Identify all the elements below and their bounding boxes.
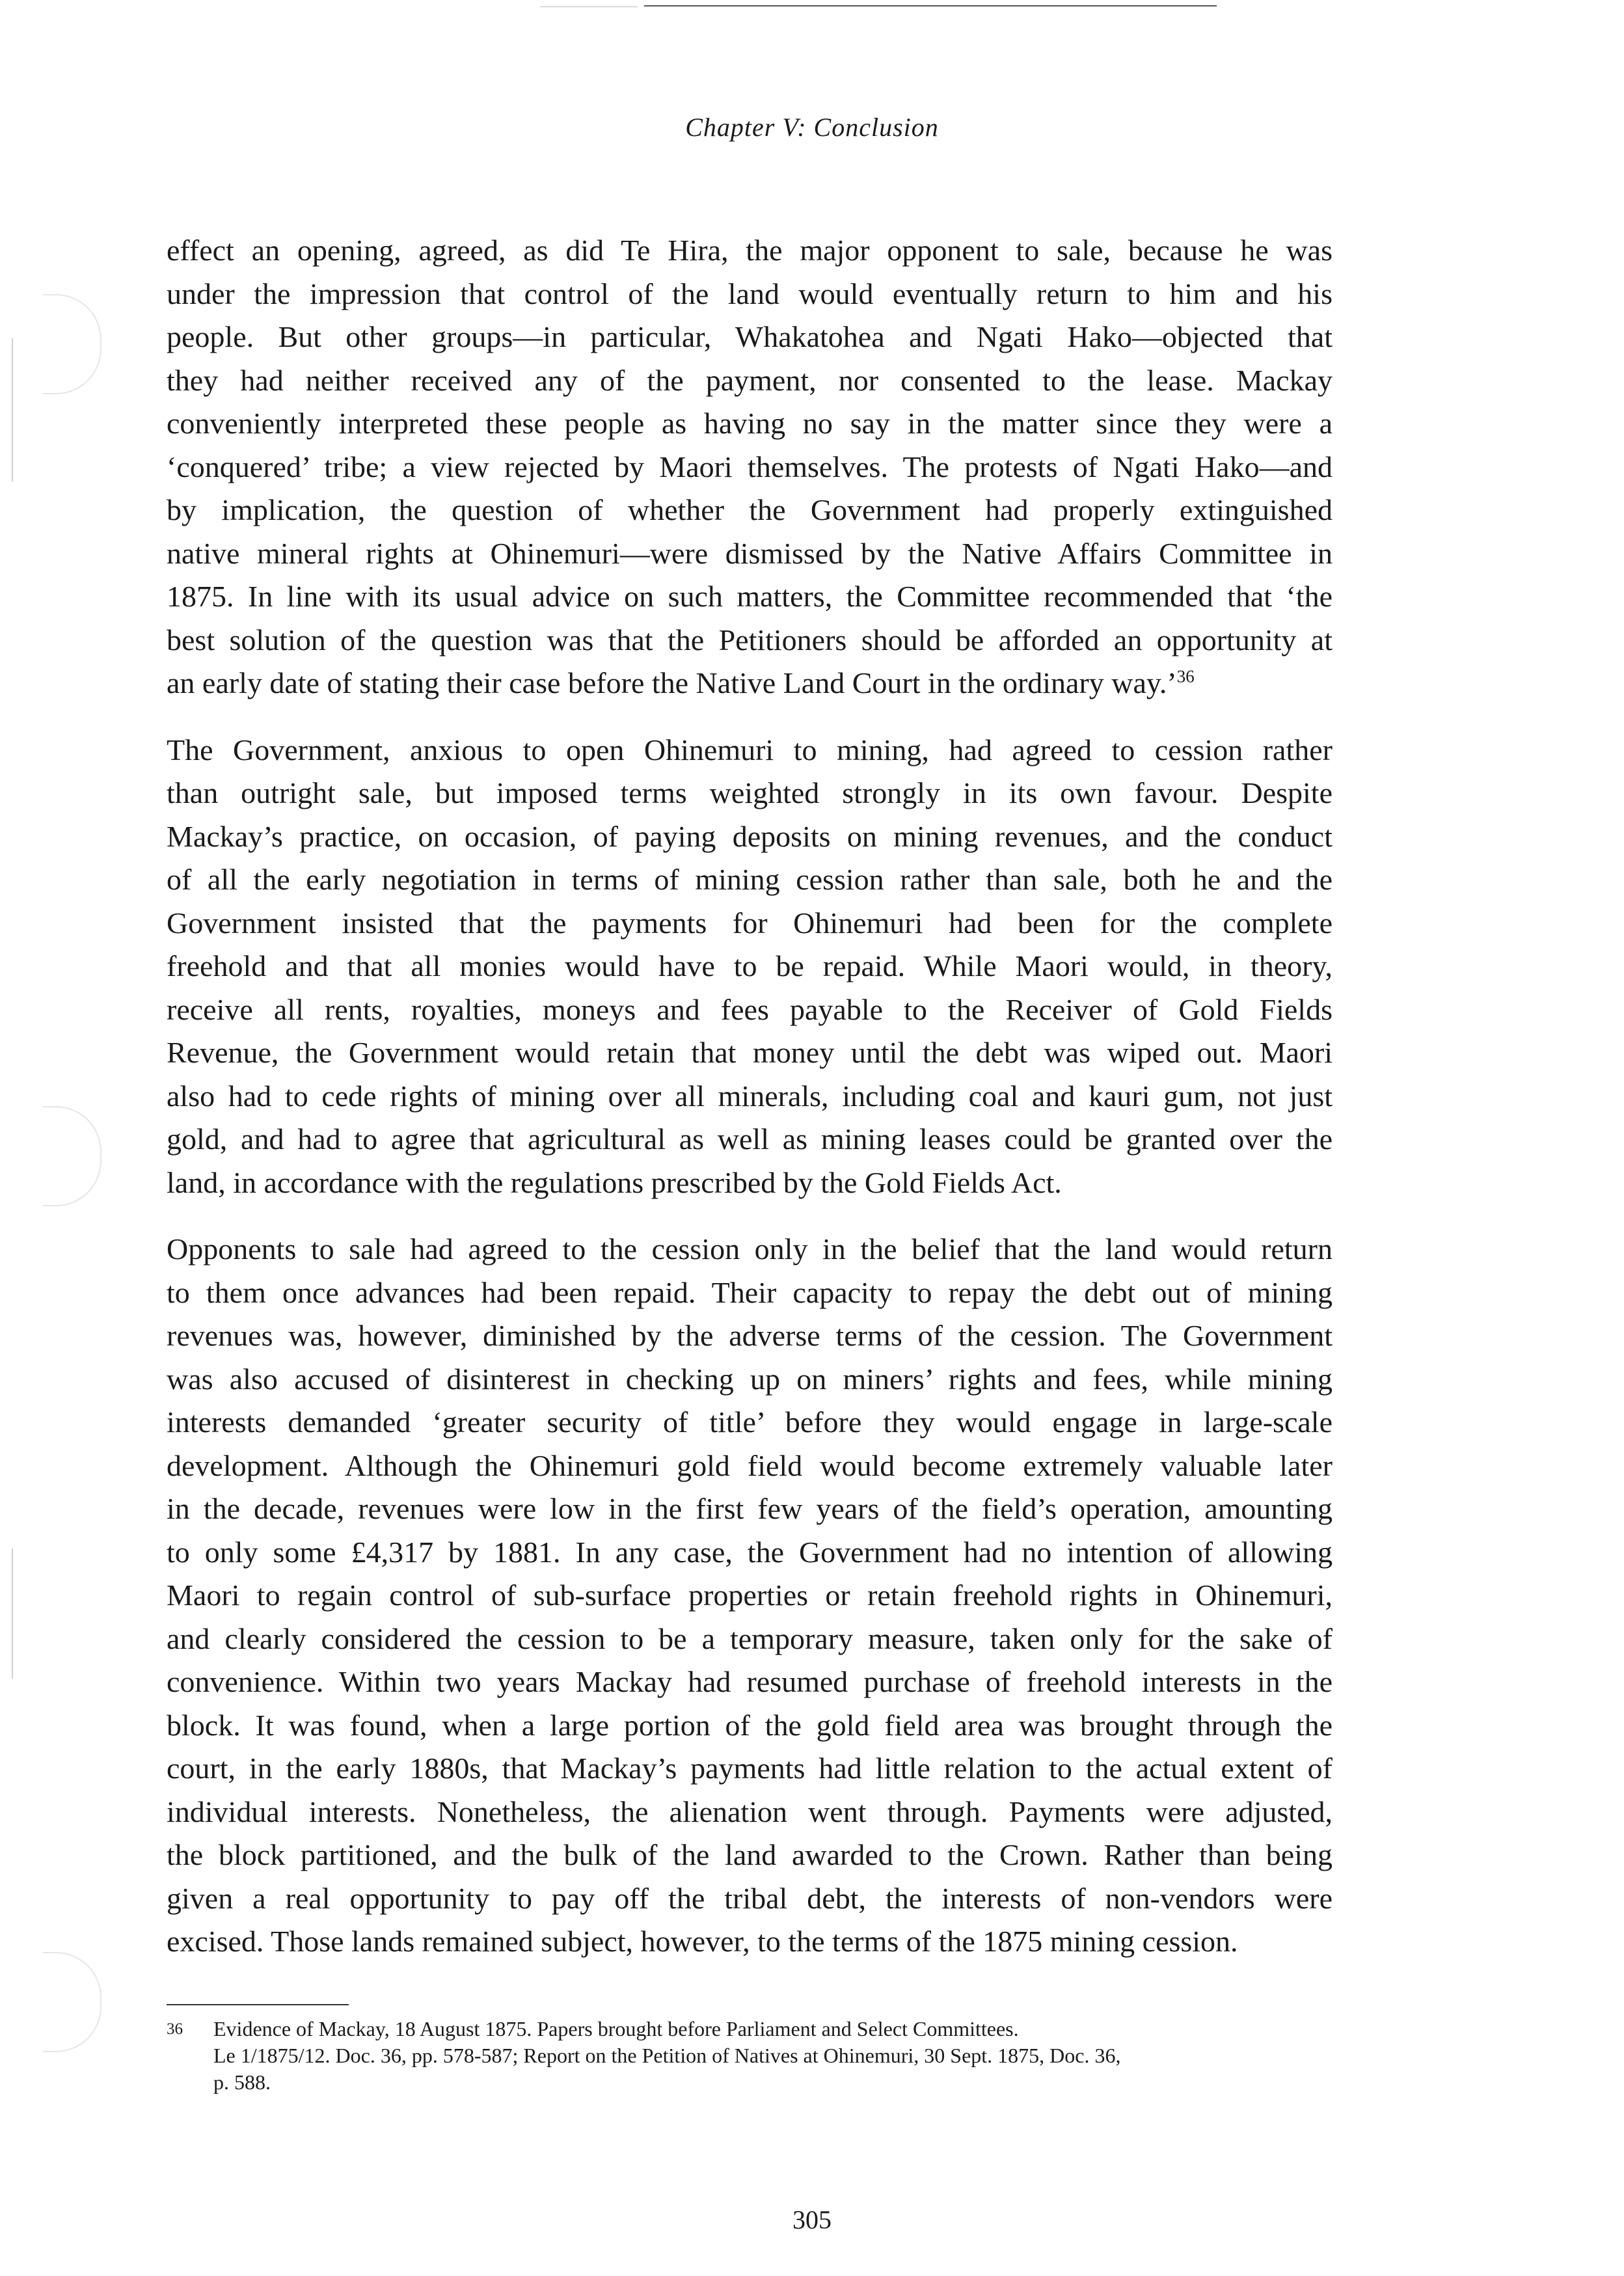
text-line: individual interests. Nonetheless, the alienation went through. Payments were adjusted, <box>167 1795 1333 1828</box>
footnote <box>167 2016 1333 2096</box>
text-line-content: an early date of stating their case before the Native Land Court in the ordinary way.’ <box>167 666 1177 699</box>
text-line: ‘conquered’ tribe; a view rejected by Maori themselves. The protests of Ngati Hako—and <box>167 450 1333 483</box>
text-line: also had to cede rights of mining over all minerals, including coal and kauri gum, not just <box>167 1079 1333 1113</box>
footnote-divider <box>167 2004 349 2005</box>
text-line: of all the early negotiation in terms of mining cession rather than sale, both he and the <box>167 863 1333 896</box>
punch-hole-mark <box>43 1952 102 2052</box>
text-line: best solution of the question was that the Petitioners should be afforded an opportunity at <box>167 623 1333 657</box>
text-line: than outright sale, but imposed terms weighted strongly in its own favour. Despite <box>167 776 1333 809</box>
text-line: by implication, the question of whether the Government had properly extinguished <box>167 493 1333 526</box>
text-line: convenience. Within two years Mackay had resumed purchase of freehold interests in the <box>167 1665 1333 1698</box>
top-rule <box>644 5 1217 7</box>
text-line: court, in the early 1880s, that Mackay’s payments had little relation to the actual extent of <box>167 1752 1333 1785</box>
text-line: under the impression that control of the land would eventually return to him and his <box>167 277 1333 310</box>
text-line: gold, and had to agree that agricultural as well as mining leases could be granted over the <box>167 1122 1333 1156</box>
text-line: interests demanded ‘greater security of title’ before they would engage in large-scale <box>167 1405 1333 1439</box>
text-line: and clearly considered the cession to be a temporary measure, taken only for the sake of <box>167 1621 1333 1655</box>
page-number: 305 <box>792 2205 832 2234</box>
text-line: in the decade, revenues were low in the first few years of the field’s operation, amounting <box>167 1492 1333 1525</box>
text-line: 1875. In line with its usual advice on such matters, the Committee recommended that ‘the <box>167 580 1333 613</box>
text-line: revenues was, however, diminished by the adverse terms of the cession. The Government <box>167 1319 1333 1352</box>
margin-scan-mark <box>12 338 13 481</box>
text-line: freehold and that all monies would have to be repaid. While Maori would, in theory, <box>167 949 1333 982</box>
footnote-reference[interactable]: 36 <box>1176 666 1195 686</box>
text-line: Government insisted that the payments for Ohinemuri had been for the complete <box>167 906 1333 940</box>
paragraph-3 <box>167 1228 1333 1964</box>
text-line: The Government, anxious to open Ohinemuri to mining, had agreed to cession rather <box>167 733 1333 766</box>
text-line: to only some £4,317 by 1881. In any case, the Government had no intention of allowing <box>167 1535 1333 1569</box>
text-line: effect an opening, agreed, as did Te Hira, the major opponent to sale, because he was <box>167 234 1333 267</box>
running-head: Chapter V: Conclusion <box>685 113 939 142</box>
text-line: conveniently interpreted these people as having no say in the matter since they were a <box>167 407 1333 440</box>
text-line: given a real opportunity to pay off the tribal debt, the interests of non-vendors were <box>167 1881 1333 1915</box>
text-line: to them once advances had been repaid. Their capacity to repay the debt out of mining <box>167 1275 1333 1309</box>
text-line: native mineral rights at Ohinemuri—were dismissed by the Native Affairs Committee in <box>167 536 1333 570</box>
footnote-line: Evidence of Mackay, 18 August 1875. Papers brought before Parliament and Select Committees. <box>213 2017 1019 2040</box>
text-line: block. It was found, when a large portion of the gold field area was brought through the <box>167 1708 1333 1742</box>
footnote-line: p. 588. <box>213 2070 271 2094</box>
text-line: Revenue, the Government would retain that money until the debt was wiped out. Maori <box>167 1036 1333 1069</box>
text-line: excised. Those lands remained subject, however, to the terms of the 1875 mining cession. <box>167 1925 1238 1958</box>
text-line: the block partitioned, and the bulk of the land awarded to the Crown. Rather than being <box>167 1838 1333 1871</box>
punch-hole-mark <box>43 1106 102 1206</box>
paragraph-1 <box>167 229 1333 705</box>
footnote-text <box>213 2016 1333 2096</box>
text-line: people. But other groups—in particular, Whakatohea and Ngati Hako—objected that <box>167 320 1333 353</box>
text-line: they had neither received any of the payment, nor consented to the lease. Mackay <box>167 363 1333 397</box>
text-line: Mackay’s practice, on occasion, of paying deposits on mining revenues, and the conduct <box>167 819 1333 853</box>
text-line: development. Although the Ohinemuri gold field would become extremely valuable later <box>167 1448 1333 1482</box>
text-line: Maori to regain control of sub-surface properties or retain freehold rights in Ohinemuri, <box>167 1578 1333 1612</box>
margin-scan-mark <box>12 1549 13 1679</box>
footnote-line: Le 1/1875/12. Doc. 36, pp. 578-587; Report on the Petition of Natives at Ohinemuri, 30 Sept. 1875, Doc. 36, <box>213 2044 1121 2067</box>
text-line: land, in accordance with the regulations prescribed by the Gold Fields Act. <box>167 1165 1062 1199</box>
text-line: was also accused of disinterest in checking up on miners’ rights and fees, while mining <box>167 1362 1333 1396</box>
footnote-number: 36 <box>167 2020 183 2038</box>
text-line-with-footnote <box>167 662 1333 705</box>
text-line: Opponents to sale had agreed to the cession only in the belief that the land would return <box>167 1232 1333 1266</box>
punch-hole-mark <box>43 294 102 394</box>
body-text <box>167 229 1333 1987</box>
text-line: receive all rents, royalties, moneys and fees payable to the Receiver of Gold Fields <box>167 992 1333 1026</box>
paragraph-2 <box>167 729 1333 1205</box>
